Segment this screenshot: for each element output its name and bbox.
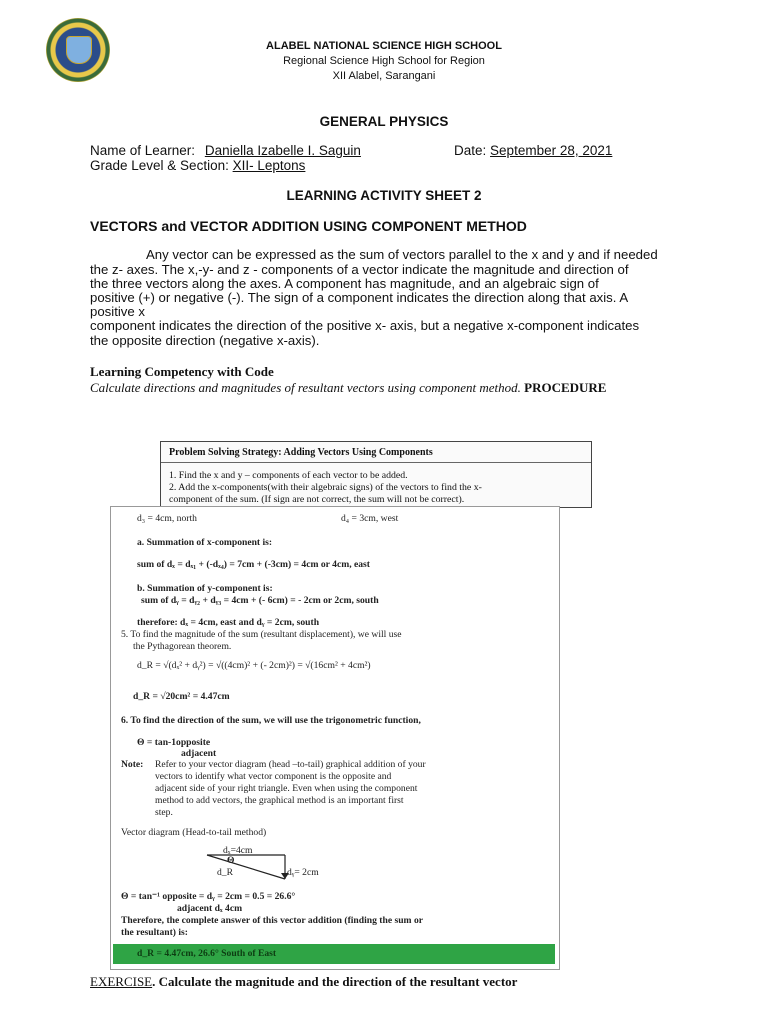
top-left-value: d₃ = 4cm, north (137, 513, 197, 524)
note-label: Note: (121, 759, 144, 770)
strategy-title: Problem Solving Strategy: Adding Vectors Using Components (169, 447, 433, 458)
exercise-row (90, 974, 517, 990)
intro-line-3: the three vectors along the axes. A component has magnitude, and an algebraic sign of (90, 276, 599, 291)
intro-line-6: component indicates the direction of the positive x- axis, but a negative x-component indicates (90, 318, 640, 333)
note-line-2: vectors to identify what vector component is the opposite and (155, 771, 392, 782)
intro-line-4: positive (+) or negative (-). The sign of a component indicates the direction along that axis. A (90, 290, 629, 305)
a-equation: sum of dₓ = dₓ₁ + (-dₓ₄) = 7cm + (-3cm) = 4cm or 4cm, east (137, 559, 370, 570)
grade-row (90, 158, 305, 173)
theta-calc-denominator: adjacent dₓ 4cm (177, 903, 243, 914)
dy-label: dᵧ= 2cm (287, 867, 319, 878)
procedure-label: PROCEDURE (524, 380, 607, 395)
school-subtitle: Regional Science High School for Region (283, 55, 485, 67)
competency-text: Calculate directions and magnitudes of resultant vectors using component method. (90, 380, 521, 395)
theta-adjacent: adjacent (181, 748, 217, 759)
dr-result: d_R = √20cm² = 4.47cm (133, 691, 230, 702)
note-line-4: method to add vectors, the graphical method is an important first (155, 795, 404, 806)
dx-label: dₓ=4cm (223, 845, 253, 856)
intro-line-7: the opposite direction (negative x-axis). (90, 333, 320, 348)
b-heading: b. Summation of y-component is: (137, 583, 273, 594)
date-label: Date: (454, 143, 487, 158)
sheet-title: LEARNING ACTIVITY SHEET 2 (286, 188, 482, 203)
grade-label: Grade Level & Section: (90, 158, 229, 173)
step-5: 5. To find the magnitude of the sum (resultant displacement), we will use (121, 629, 402, 640)
strategy-step-1: 1. Find the x and y – components of each vector to be added. (169, 470, 408, 481)
conclusion-line-1: Therefore, the complete answer of this vector addition (finding the sum or (121, 915, 424, 926)
topic-title: VECTORS and VECTOR ADDITION USING COMPONENT METHOD (90, 218, 527, 234)
strategy-step-2: 2. Add the x-components(with their algebraic signs) of the vectors to find the x- (169, 482, 482, 493)
exercise-label: EXERCISE (90, 974, 153, 989)
step-5b: the Pythagorean theorem. (133, 641, 232, 652)
school-location: XII Alabel, Sarangani (332, 70, 436, 82)
dr-label: d_R (217, 867, 233, 878)
a-heading: a. Summation of x-component is: (137, 537, 273, 548)
note-line-3: adjacent side of your right triangle. Even when using the component (155, 783, 418, 794)
competency-heading: Learning Competency with Code (90, 364, 274, 379)
step-6: 6. To find the direction of the sum, we will use the trigonometric function, (121, 715, 421, 726)
b-equation: sum of dᵧ = dᵧ₂ + dᵧ₃ = 4cm + (- 6cm) = - 2cm or 2cm, south (141, 595, 379, 606)
conclusion-line-2: the resultant) is: (121, 927, 188, 938)
solution-panel (110, 506, 560, 970)
school-seal-logo (46, 18, 110, 82)
note-line-1: Refer to your vector diagram (head –to-tail) graphical addition of your (155, 759, 426, 770)
intro-line-5: positive x (90, 304, 145, 319)
grade-value: XII- Leptons (232, 158, 306, 173)
name-value: Daniella Izabelle I. Saguin (204, 143, 361, 158)
theta-formula: Θ = tan-1opposite (137, 737, 211, 748)
exercise-text: . Calculate the magnitude and the direction of the resultant vector (152, 974, 518, 989)
date-row (454, 143, 612, 158)
pythagorean-equation: d_R = √(dₓ² + dᵧ²) = √((4cm)² + (- 2cm)²) = √(16cm² + 4cm²) (137, 660, 371, 671)
intro-line-2: the z- axes. The x,-y- and z - components of a vector indicate the magnitude and direction of (90, 262, 629, 277)
name-label: Name of Learner: (90, 143, 196, 158)
subject-title: GENERAL PHYSICS (319, 114, 449, 129)
theta-calc: Θ = tan⁻¹ opposite = dᵧ = 2cm = 0.5 = 26.6° (121, 891, 296, 902)
theta-symbol: Θ (227, 855, 235, 866)
strategy-step-2b: component of the sum. (If sign are not correct, the sum will not be correct). (169, 494, 465, 505)
note-line-5: step. (155, 807, 173, 818)
date-value: September 28, 2021 (490, 143, 613, 158)
intro-line-1: Any vector can be expressed as the sum of vectors parallel to the x and y and if needed (146, 247, 658, 262)
final-answer: d_R = 4.47cm, 26.6° South of East (137, 948, 277, 959)
school-name: ALABEL NATIONAL SCIENCE HIGH SCHOOL (266, 40, 502, 52)
diagram-label: Vector diagram (Head-to-tail method) (121, 827, 267, 838)
therefore-line: therefore: dₓ = 4cm, east and dᵧ = 2cm, south (137, 617, 320, 628)
strategy-box (160, 441, 592, 508)
learner-name-row (90, 143, 361, 158)
top-right-value: d₄ = 3cm, west (341, 513, 399, 524)
competency-text-row (90, 380, 606, 396)
